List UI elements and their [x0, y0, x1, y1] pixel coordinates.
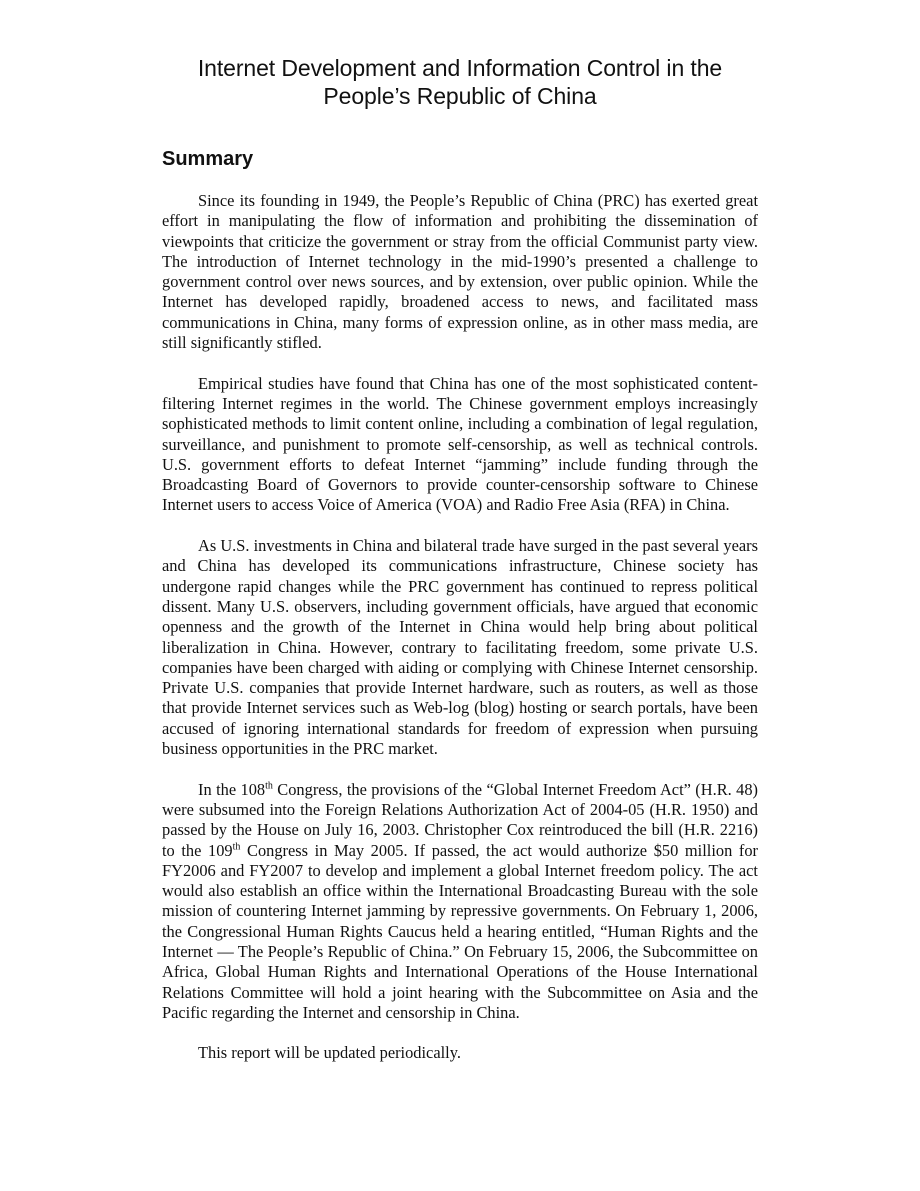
paragraph-3: As U.S. investments in China and bilateral trade have surged in the past several years and China has developed its communications infrastructure, Chinese society has undergone rapid changes while the PRC government has continued to repress political dissent. Many U.S. observers, including government officials, have argued that economic openness and the growth of the Internet in China would help bring about political liberalization in China. However, contrary to facilitating freedom, some private U.S. companies have been charged with aiding or complying with Chinese Internet censorship. Private U.S. companies that provide Internet hardware, such as routers, as well as those that provide Internet services such as Web-log (blog) hosting or search portals, have been accused of ignoring international standards for freedom of expression when pursuing business opportunities in the PRC market. — [162, 536, 758, 759]
paragraph-4 — [162, 780, 758, 1024]
title-line-2: People’s Republic of China — [323, 83, 597, 109]
summary-body — [162, 191, 758, 1064]
title-line-1: Internet Development and Information Control in the — [197, 55, 723, 81]
paragraph-4-part-b: Congress, the provisions of the “Global Internet Freedom Act” (H.R. 48) were subsumed into the Foreign Relations Authorization Act of 2004-05 (H.R. 1950) and passed by the House on July 16, 2003. Christopher Cox reintroduced the bill (H.R. 2216) to the 109 — [162, 779, 758, 860]
paragraph-4-part-c: Congress in May 2005. If passed, the act would authorize $50 million for FY2006 and FY2007 to develop and implement a global Internet freedom policy. The act would also establish an office within the International Broadcasting Bureau with the sole mission of countering Internet jamming by repressive governments. On February 1, 2006, the Congressional Human Rights Caucus held a hearing entitled, “Human Rights and the Internet — The People’s Republic of China.” On February 15, 2006, the Subcommittee on Africa, Global Human Rights and International Operations of the House International Relations Committee will hold a joint hearing with the Subcommittee on Asia and the Pacific regarding the Internet and censorship in China. — [162, 840, 758, 1022]
document-title — [162, 54, 758, 110]
paragraph-2: Empirical studies have found that China has one of the most sophisticated content-filtering Internet regimes in the world. The Chinese government employs increasingly sophisticated methods to limit content online, including a combination of legal regulation, surveillance, and punishment to promote self-censorship, as well as technical controls. U.S. government efforts to defeat Internet “jamming” include funding through the Broadcasting Board of Governors to provide counter-censorship software to Chinese Internet users to access Voice of America (VOA) and Radio Free Asia (RFA) in China. — [162, 373, 758, 515]
section-heading-summary: Summary — [162, 148, 254, 170]
paragraph-4-part-a: In the 108 — [198, 779, 266, 799]
superscript-th-2: th — [232, 841, 241, 853]
paragraph-1: Since its founding in 1949, the People’s Republic of China (PRC) has exerted great effort in manipulating the flow of information and prohibiting the dissemination of viewpoints that criticize the government or stray from the official Communist party view. The introduction of Internet technology in the mid-1990’s presented a challenge to government control over news sources, and by extension, over public opinion. While the Internet has developed rapidly, broadened access to news, and facilitated mass communications in China, many forms of expression online, as in other mass media, are still significantly stifled. — [162, 191, 758, 353]
paragraph-5: This report will be updated periodically. — [198, 1043, 461, 1063]
superscript-th-1: th — [265, 780, 273, 792]
document-page — [162, 54, 758, 1084]
